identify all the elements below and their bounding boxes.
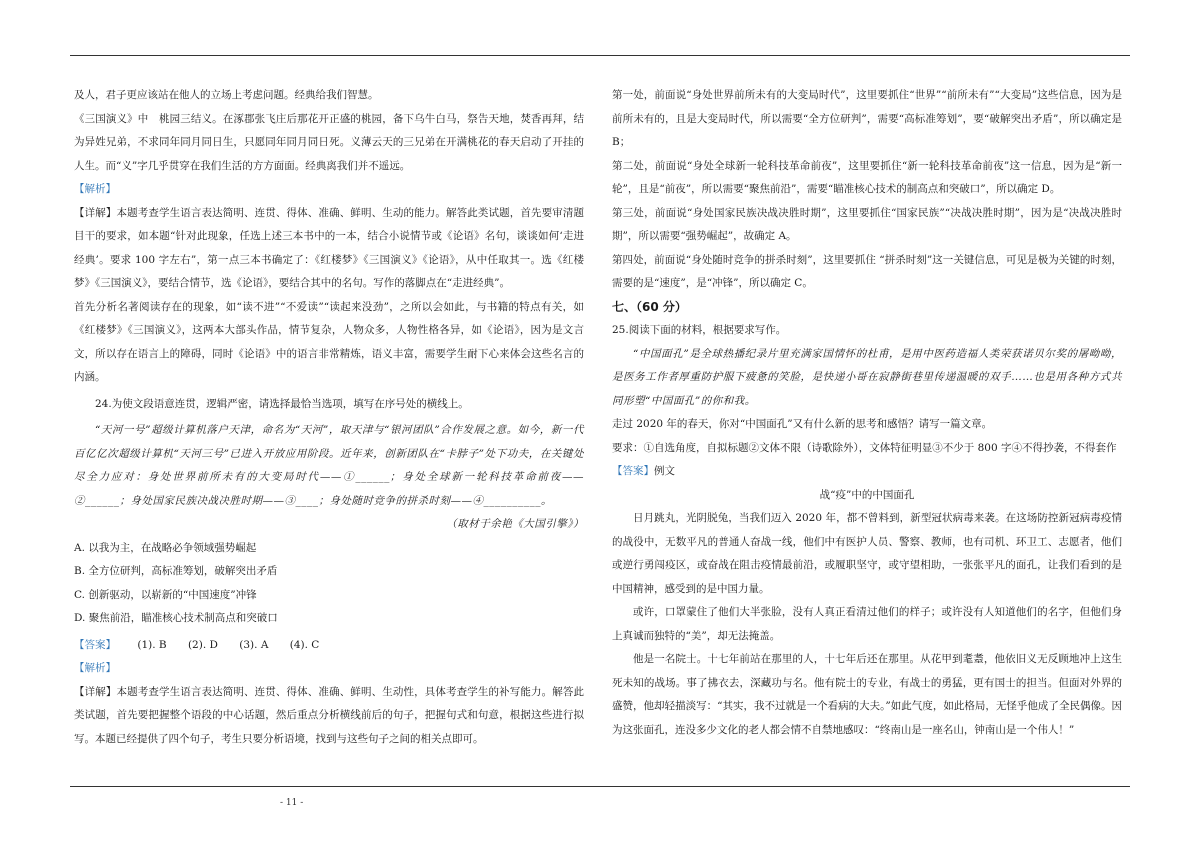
paragraph: 第二处，前面说“身处全球新一轮科技革命前夜”，这里要抓住“新一轮科技革命前夜”这一信息，因为是“新一轮”，且是“前夜”，所以需要“聚焦前沿”，需要“瞄准核心技术的制高点和突破口”，所以确定 D。 <box>612 159 1122 195</box>
paragraph: 第四处，前面说“身处随时竞争的拼杀时刻”，这里要抓住 “拼杀时刻”这一关键信息，可见是极为关键的时刻，需要的是“速度”，是“冲锋”，所以确定 C。 <box>612 253 1122 289</box>
answer-line <box>74 634 584 658</box>
paragraph: 《三国演义》中 桃园三结义。在涿郡张飞庄后那花开正盛的桃园，备下乌牛白马，祭告天地，焚香再拜，结为异姓兄弟，不求同年同月同日生，只愿同年同月同日死。义薄云天的三兄弟在开满桃花的春天启动了开挂的人生。而“义”字几乎贯穿在我们生活的方方面面。经典离我们并不遥远。 <box>74 112 584 172</box>
writing-material: “中国面孔”是全球热播纪录片里充满家国情怀的杜甫，是用中医药造福人类荣获诺贝尔奖的屠呦呦，是医务工作者厚重防护服下疲惫的笑脸，是快递小哥在寂静街巷里传递温暖的双手……也是用各种方式共同形塑“中国面孔”的你和我。 <box>612 347 1122 407</box>
detail-paragraph: 【详解】本题考查学生语言表达简明、连贯、得体、准确、鲜明、生动的能力。解答此类试题，首先要审清题目干的要求，如本题“针对此现象，任选上述三本书中的一本，结合小说情节或《论语》名句，谈谈如何‘走进经典’。要求 100 字左右”，第一点三本书确定了：《红楼梦》《三国演义》《论语》，从中任取其一。选《红楼梦》《三国演义》，要结合情节，选《论语》，要结合其中的名句。写作的落脚点在“走进经典”。 <box>74 206 584 289</box>
detail-paragraph: 【详解】本题考查学生语言表达简明、连贯、得体、准确、鲜明、生动性，具体考查学生的补写能力。解答此类试题，首先要把握整个语段的中心话题，然后重点分析横线前后的句子，把握句式和句意，根据这些进行拟写。本题已经提供了四个句子，考生只要分析语境，找到与这些句子之间的相关点即可。 <box>74 685 584 745</box>
answer-2: (2). D <box>187 638 218 651</box>
option-b: B. 全方位研判，高标准筹划，破解突出矛盾 <box>74 565 278 577</box>
answer-line <box>612 460 1122 484</box>
analysis-tag: 【解析】 <box>74 183 116 195</box>
question-24: 24.为使文段语意连贯，逻辑严密，请选择最恰当选项，填写在序号处的横线上。 <box>95 397 469 410</box>
writing-prompt: 走过 2020 年的春天，你对“中国面孔”又有什么新的思考和感悟？请写一篇文章。 <box>612 418 993 430</box>
paragraph: 首先分析名著阅读存在的现象，如“读不进”“不爱读”“读起来没劲”，之所以会如此，与书籍的特点有关，如《红楼梦》《三国演义》，这两本大部头作品，情节复杂，人物众多，人物性格各异，如《论语》，因为是文言文，所以存在语言上的障碍，同时《论语》中的语言非常精炼，语义丰富，需要学生耐下心来体会这些名言的内涵。 <box>74 300 584 383</box>
essay-paragraph: 日月跳丸，光阴脱兔，当我们迈入 2020 年，都不曾料到，新型冠状病毒来袭。在这场防控新冠病毒疫情的战役中，无数平凡的普通人奋战一线，他们中有医护人员、警察、教师，也有司机、环卫工、志愿者，他们或逆行勇闯疫区，或奋战在阻击疫情最前沿，或履职坚守，或守望相助，一张张平凡的面孔，让我们看到的是中国精神，感受到的是中国力量。 <box>612 512 1122 595</box>
essay-paragraph: 他是一名院士。十七年前站在那里的人，十七年后还在那里。从花甲到耄耋，他依旧义无反顾地冲上这生死未知的战场。事了拂衣去，深藏功与名。他有院士的专业，有战士的勇猛，更有国士的担当。但面对外界的盛赞，他却轻描淡写：“其实，我不过就是一个看病的大夫。”如此气度，如此格局，无怪乎他成了全民偶像。因为这张面孔，连没多少文化的老人都会情不自禁地感叹：“终南山是一座名山，钟南山是一个伟人！” <box>612 653 1122 736</box>
question-25: 25.阅读下面的材料，根据要求写作。 <box>612 324 787 336</box>
writing-requirements: 要求：①自选角度，自拟标题②文体不限（诗歌除外），文体特征明显③不少于 800 字④不得抄袭，不得套作 <box>612 441 1117 454</box>
passage-source: （取材于余艳《大国引擎》） <box>446 518 584 530</box>
option-c: C. 创新驱动，以崭新的“中国速度”冲锋 <box>74 588 257 601</box>
page-number: - 11 - <box>280 798 304 808</box>
answer-4: (4). C <box>289 638 320 651</box>
left-column <box>74 84 584 751</box>
bottom-rule <box>70 786 1130 787</box>
paragraph: 第三处，前面说“身处国家民族决战决胜时期”，这里要抓住“国家民族”“决战决胜时期”，因为是“决战决胜时期”，所以需要“强势崛起”，故确定 A。 <box>612 206 1122 242</box>
answer-3: (3). A <box>239 638 269 651</box>
answer-1: (1). B <box>137 638 167 651</box>
option-a: A. 以我为主，在战略必争领域强势崛起 <box>74 541 257 554</box>
answer-tag: 【答案】 <box>74 638 116 651</box>
section-heading: 七、（60 分） <box>612 299 687 314</box>
answer-text: 例文 <box>654 465 675 477</box>
essay-title: 战“疫”中的中国面孔 <box>819 488 915 501</box>
answer-tag: 【答案】 <box>612 465 654 477</box>
paragraph: 第一处，前面说“身处世界前所未有的大变局时代”，这里要抓住“世界”“前所未有”“大变局”这些信息，因为是前所未有的，且是大变局时代，所以需要“全方位研判”，需要“高标准筹划”，要“破解突出矛盾”，所以确定是 B； <box>612 89 1122 148</box>
essay-paragraph: 或许，口罩蒙住了他们大半张脸，没有人真正看清过他们的样子；或许没有人知道他们的名字，但他们身上真诚而独特的“美”，却无法掩盖。 <box>612 606 1122 642</box>
paragraph: 及人，君子更应该站在他人的立场上考虑问题。经典给我们智慧。 <box>74 89 379 101</box>
analysis-tag: 【解析】 <box>74 662 116 674</box>
top-rule <box>70 55 1130 56</box>
option-d: D. 聚焦前沿，瞄准核心技术制高点和突破口 <box>74 612 278 624</box>
question-passage: “天河一号”超级计算机落户天津，命名为“天河”，取天津与“银河团队”合作发展之意。如今，新一代百亿亿次超级计算机“天河三号”已进入开放应用阶段。近年来，创新团队在“卡脖子”处下功夫，在关键处尽全力应对：身处世界前所未有的大变局时代——①______；身处全球新一轮科技革命前夜——②______；身处国家民族决战决胜时期——③____；身处随时竞争的拼杀时刻——④__________。 <box>74 424 584 507</box>
right-column <box>612 84 1122 742</box>
